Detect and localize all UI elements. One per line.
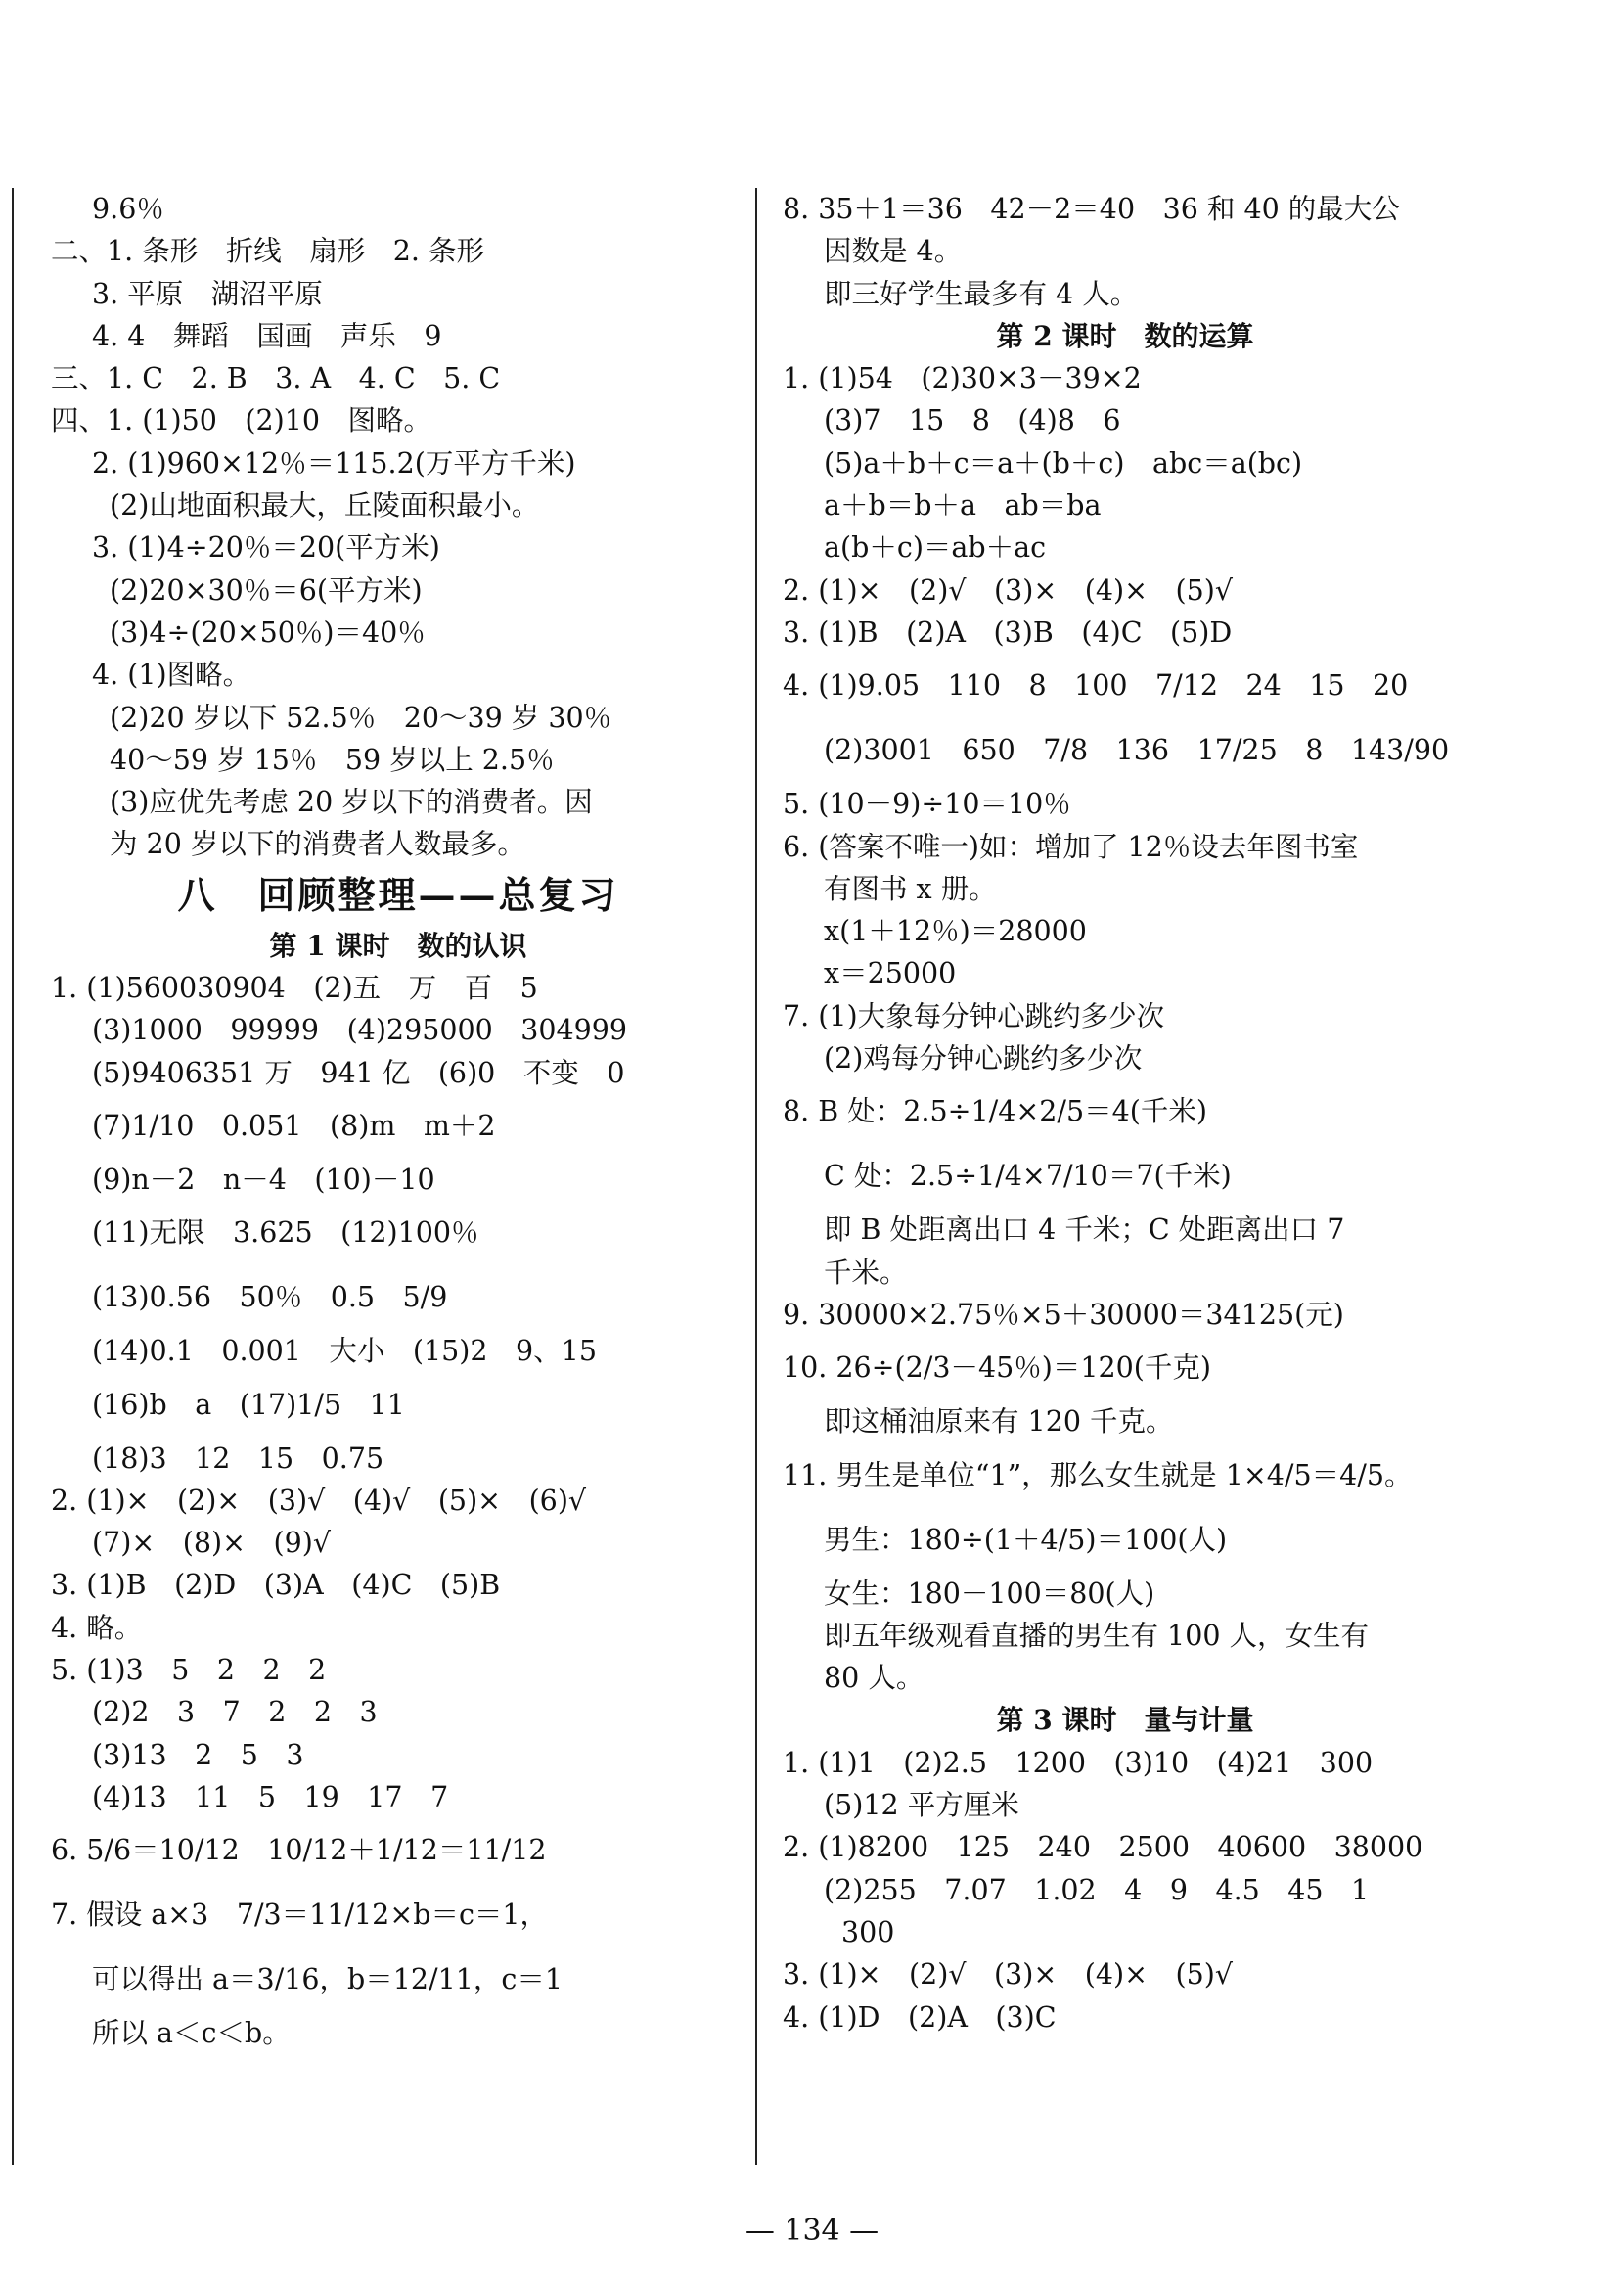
answer-line: (3)1000 99999 (4)295000 304999 bbox=[92, 1014, 628, 1047]
answer-line: 有图书 x 册。 bbox=[824, 872, 997, 905]
answer-line: 二、1. 条形 折线 扇形 2. 条形 bbox=[51, 235, 485, 268]
answer-line: (2)3001 650 7/8 136 17/25 8 143/90 bbox=[824, 734, 1450, 767]
answer-line: C 处：2.5÷1/4×7/10＝7(千米) bbox=[824, 1160, 1232, 1193]
answer-line: 为 20 岁以下的消费者人数最多。 bbox=[110, 828, 525, 861]
answer-line: (9)n－2 n－4 (10)－10 bbox=[92, 1163, 435, 1196]
answer-line: (16)b a (17)1/5 11 bbox=[92, 1388, 405, 1421]
page-number: — 134 — bbox=[744, 2214, 880, 2248]
answer-line: 40～59 岁 15％ 59 岁以上 2.5％ bbox=[110, 743, 555, 776]
answer-line: 3. (1)× (2)√ (3)× (4)× (5)√ bbox=[783, 1958, 1234, 1991]
answer-line: (2)山地面积最大，丘陵面积最小。 bbox=[110, 489, 540, 523]
answer-line: 即 B 处距离出口 4 千米；C 处距离出口 7 bbox=[824, 1213, 1345, 1247]
answer-line: 4. (1)图略。 bbox=[92, 659, 251, 692]
answer-line: 2. (1)8200 125 240 2500 40600 38000 bbox=[783, 1831, 1423, 1864]
answer-line: 因数是 4。 bbox=[824, 235, 963, 268]
answer-line: 1. (1)560030904 (2)五 万 百 5 bbox=[51, 972, 538, 1005]
answer-line: 10. 26÷(2/3－45％)＝120(千克) bbox=[783, 1351, 1212, 1385]
answer-line: 第 1 课时 数的认识 bbox=[269, 929, 527, 962]
answer-line: 即这桶油原来有 120 千克。 bbox=[824, 1405, 1174, 1439]
answer-line: x＝25000 bbox=[824, 957, 957, 990]
column-divider bbox=[755, 188, 757, 2165]
answer-line: 千米。 bbox=[824, 1256, 908, 1289]
answer-line: 4. 略。 bbox=[51, 1611, 143, 1644]
answer-line: (2)20 岁以下 52.5％ 20～39 岁 30％ bbox=[110, 701, 612, 734]
answer-line: (3)7 15 8 (4)8 6 bbox=[824, 404, 1121, 437]
answer-line: 第 3 课时 量与计量 bbox=[996, 1704, 1254, 1737]
answer-line: 1. (1)54 (2)30×3－39×2 bbox=[783, 362, 1142, 395]
answer-line: 300 bbox=[841, 1915, 895, 1948]
answer-line: (18)3 12 15 0.75 bbox=[92, 1441, 384, 1475]
answer-line: 5. (10－9)÷10＝10％ bbox=[783, 788, 1071, 821]
answer-line: (5)9406351 万 941 亿 (6)0 不变 0 bbox=[92, 1056, 625, 1089]
answer-line: 1. (1)1 (2)2.5 1200 (3)10 (4)21 300 bbox=[783, 1746, 1374, 1779]
answer-line: (13)0.56 50％ 0.5 5/9 bbox=[92, 1281, 448, 1314]
left-margin-rule bbox=[12, 188, 14, 2165]
answer-line: 三、1. C 2. B 3. A 4. C 5. C bbox=[51, 362, 501, 395]
left-column bbox=[51, 188, 745, 2055]
answer-line: (5)a＋b＋c＝a＋(b＋c) abc＝a(bc) bbox=[824, 446, 1303, 480]
answer-line: 8. B 处：2.5÷1/4×2/5＝4(千米) bbox=[783, 1095, 1207, 1128]
answer-line: 8. 35＋1＝36 42－2＝40 36 和 40 的最大公 bbox=[783, 193, 1400, 225]
answer-line: 6. 5/6＝10/12 10/12＋1/12＝11/12 bbox=[51, 1834, 547, 1867]
answer-line: (2)2 3 7 2 2 3 bbox=[92, 1696, 378, 1729]
answer-line: 4. (1)D (2)A (3)C bbox=[783, 2000, 1057, 2034]
answer-line: 7. 假设 a×3 7/3＝11/12×b＝c＝1， bbox=[51, 1898, 549, 1932]
answer-line: 所以 a＜c＜b。 bbox=[92, 2017, 291, 2050]
answer-line: (2)255 7.07 1.02 4 9 4.5 45 1 bbox=[824, 1873, 1370, 1906]
answer-line: (3)13 2 5 3 bbox=[92, 1738, 304, 1771]
answer-line: 即五年级观看直播的男生有 100 人，女生有 bbox=[824, 1619, 1370, 1652]
answer-line: 3. (1)4÷20％＝20(平方米) bbox=[92, 531, 440, 565]
answer-line: 3. (1)B (2)A (3)B (4)C (5)D bbox=[783, 616, 1233, 649]
answer-line: 男生：180÷(1＋4/5)＝100(人) bbox=[824, 1523, 1228, 1556]
answer-line: (5)12 平方厘米 bbox=[824, 1789, 1019, 1822]
answer-line: 可以得出 a＝3/16，b＝12/11，c＝1 bbox=[92, 1963, 564, 1996]
answer-line: 3. (1)B (2)D (3)A (4)C (5)B bbox=[51, 1569, 501, 1602]
answer-line: (3)4÷(20×50％)＝40％ bbox=[110, 616, 426, 649]
answer-line: 4. 4 舞蹈 国画 声乐 9 bbox=[92, 319, 442, 352]
answer-line: 6. (答案不唯一)如：增加了 12％设去年图书室 bbox=[783, 830, 1359, 863]
answer-line: 4. (1)9.05 110 8 100 7/12 24 15 20 bbox=[783, 669, 1409, 703]
answer-line: 女生：180－100＝80(人) bbox=[824, 1577, 1155, 1610]
answer-line: 11. 男生是单位“1”，那么女生就是 1×4/5＝4/5。 bbox=[783, 1458, 1413, 1491]
answer-line: 9.6％ bbox=[92, 193, 164, 225]
answer-line: 9. 30000×2.75％×5＋30000＝34125(元) bbox=[783, 1298, 1344, 1331]
answer-line: 2. (1)960×12％＝115.2(万平方千米) bbox=[92, 446, 576, 480]
answer-line: (4)13 11 5 19 17 7 bbox=[92, 1780, 449, 1813]
answer-line: (7)1/10 0.051 (8)m m＋2 bbox=[92, 1109, 496, 1142]
answer-line: (14)0.1 0.001 大小 (15)2 9、15 bbox=[92, 1335, 597, 1368]
answer-line: (2)鸡每分钟心跳约多少次 bbox=[824, 1042, 1143, 1075]
answer-line: a(b＋c)＝ab＋ac bbox=[824, 531, 1047, 565]
answer-line: 5. (1)3 5 2 2 2 bbox=[51, 1654, 327, 1687]
right-column bbox=[783, 188, 1467, 2038]
answer-line: 2. (1)× (2)√ (3)× (4)× (5)√ bbox=[783, 573, 1234, 607]
answer-line: 第 2 课时 数的运算 bbox=[996, 319, 1254, 352]
answer-line: 7. (1)大象每分钟心跳约多少次 bbox=[783, 999, 1165, 1032]
answer-line: (2)20×30％＝6(平方米) bbox=[110, 573, 423, 607]
answer-line: 80 人。 bbox=[824, 1662, 925, 1695]
answer-line: 2. (1)× (2)× (3)√ (4)√ (5)× (6)√ bbox=[51, 1484, 587, 1517]
answer-line: 八 回顾整理——总复习 bbox=[177, 872, 619, 917]
answer-line: 3. 平原 湖沼平原 bbox=[92, 277, 323, 310]
answer-line: (11)无限 3.625 (12)100％ bbox=[92, 1216, 479, 1250]
answer-line: a＋b＝b＋a ab＝ba bbox=[824, 489, 1102, 523]
answer-line: (7)× (8)× (9)√ bbox=[92, 1527, 332, 1560]
answer-line: 四、1. (1)50 (2)10 图略。 bbox=[51, 404, 432, 437]
answer-line: x(1＋12％)＝28000 bbox=[824, 915, 1087, 948]
answer-line: 即三好学生最多有 4 人。 bbox=[824, 277, 1139, 310]
answer-line: (3)应优先考虑 20 岁以下的消费者。因 bbox=[110, 786, 593, 819]
